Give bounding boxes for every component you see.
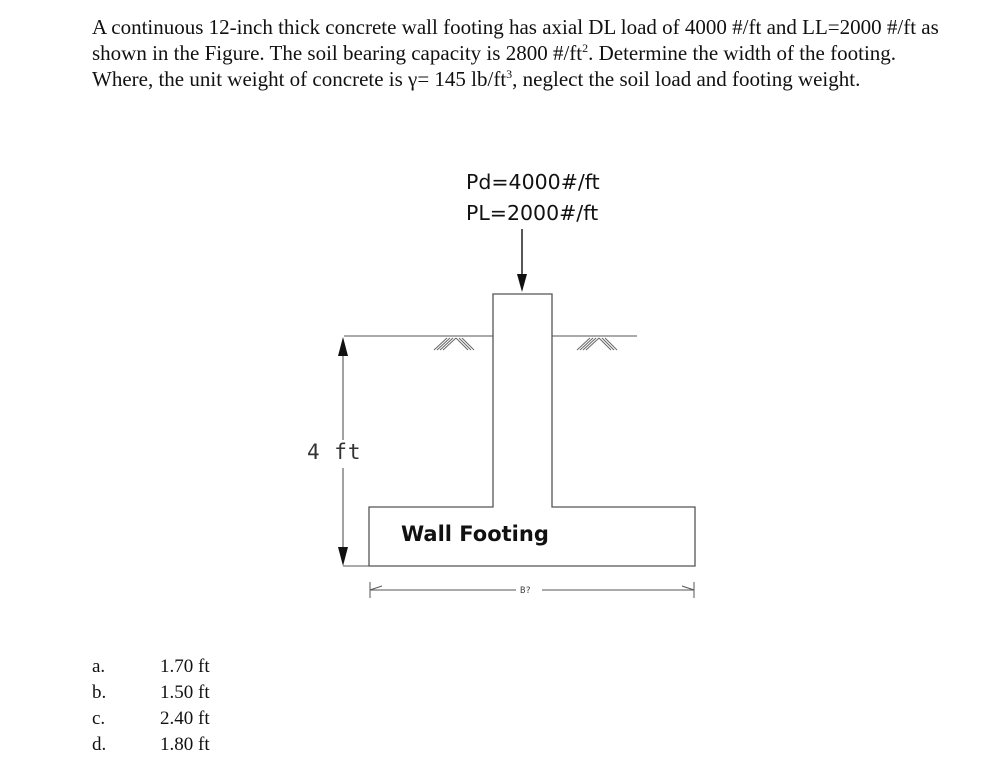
soil-hatch-icon (577, 338, 617, 350)
choice-answer: 1.80 ft (160, 734, 210, 755)
footing-label: Wall Footing (401, 522, 549, 546)
soil-hatch-icon (434, 338, 474, 350)
depth-label: 4 ft (307, 440, 362, 464)
choice-answer: 1.50 ft (160, 682, 210, 703)
choice-answer: 2.40 ft (160, 708, 210, 729)
superscript-2: 2 (582, 41, 589, 55)
choice-letter: b. (92, 682, 107, 703)
problem-text-part1: A continuous 12-inch thick concrete wall footing has axial DL load of 4000 #/ft and LL=2000 #/ft as shown in the Figure. The soil bearing capacity is 2800 #/ft (92, 15, 939, 65)
dead-load-label: Pd=4000#/ft (466, 170, 600, 194)
choice-letter: d. (92, 734, 107, 755)
load-arrow (517, 229, 527, 292)
choice-answer: 1.70 ft (160, 656, 210, 677)
live-load-label: PL=2000#/ft (466, 201, 599, 225)
choice-letter: a. (92, 656, 106, 677)
problem-text-part2: . Determine the width of the footing. Where, the unit weight of concrete is γ= 145 lb/ft (92, 41, 897, 91)
width-label: B? (520, 586, 531, 596)
choice-letter: c. (92, 708, 106, 729)
superscript-3: 3 (506, 67, 513, 81)
problem-text-part3: , neglect the soil load and footing weight. (512, 67, 861, 91)
